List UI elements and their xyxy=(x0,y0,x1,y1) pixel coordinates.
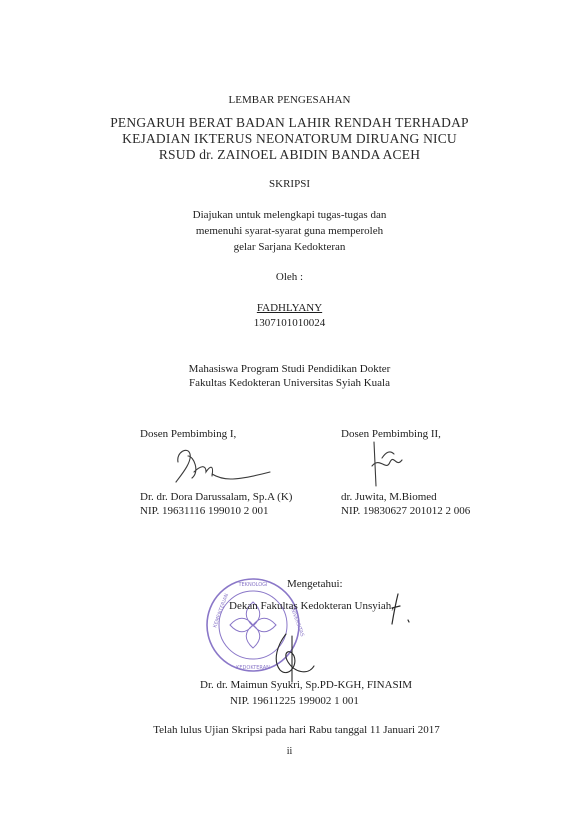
supervisor-1-signature xyxy=(170,442,280,488)
supervisor-1-role: Dosen Pembimbing I, xyxy=(140,428,237,440)
author-nim: 1307101010024 xyxy=(253,317,326,329)
supervisor-2-role: Dosen Pembimbing II, xyxy=(341,428,441,440)
supervisor-2-name: dr. Juwita, M.Biomed xyxy=(341,491,437,503)
document-type: SKRIPSI xyxy=(269,178,310,190)
approval-label: Mengetahui: xyxy=(287,578,343,590)
supervisor-1-name: Dr. dr. Dora Darussalam, Sp.A (K) xyxy=(140,491,293,503)
thesis-title-line-2: KEJADIAN IKTERUS NEONATORUM DIRUANG NICU xyxy=(122,131,457,146)
purpose-line-2: memenuhi syarat-syarat guna memperoleh xyxy=(195,225,384,237)
dean-title: Dekan Fakultas Kedokteran Unsyiah, xyxy=(229,600,394,612)
dean-signature xyxy=(258,626,328,686)
purpose-line-3: gelar Sarjana Kedokteran xyxy=(233,241,346,253)
institution-line-2: Fakultas Kedokteran Universitas Syiah Kuala xyxy=(188,377,390,389)
supervisor-2-nip: NIP. 19830627 201012 2 006 xyxy=(341,505,471,517)
author-name-text: FADHLYANY xyxy=(256,302,323,314)
svg-text:KEDOKTERAN: KEDOKTERAN xyxy=(236,665,270,671)
institution-line-1: Mahasiswa Program Studi Pendidikan Dokter xyxy=(188,363,391,375)
supervisor-2-signature xyxy=(360,438,410,490)
supervisor-1-nip: NIP. 19631116 199010 2 001 xyxy=(140,505,269,517)
page-header: LEMBAR PENGESAHAN xyxy=(228,94,351,106)
dean-nip: NIP. 19611225 199002 1 001 xyxy=(230,695,359,707)
purpose-line-1: Diajukan untuk melengkapi tugas-tugas dan xyxy=(192,209,387,221)
author-name xyxy=(0,302,579,315)
svg-text:TEKNOLOGI: TEKNOLOGI xyxy=(238,582,268,588)
svg-text:KEMENTERIAN: KEMENTERIAN xyxy=(212,592,231,629)
thesis-title-line-3: RSUD dr. ZAINOEL ABIDIN BANDA ACEH xyxy=(158,147,421,162)
svg-text:UNIVERSITAS: UNIVERSITAS xyxy=(288,604,305,638)
by-label: Oleh : xyxy=(275,271,304,283)
page-number: ii xyxy=(286,746,293,757)
thesis-title-line-1: PENGARUH BERAT BADAN LAHIR RENDAH TERHADAP xyxy=(110,115,469,130)
exam-pass-note: Telah lulus Ujian Skripsi pada hari Rabu tanggal 11 Januari 2017 xyxy=(153,724,440,736)
dean-initial-mark xyxy=(388,592,414,626)
dean-name: Dr. dr. Maimun Syukri, Sp.PD-KGH, FINASIM xyxy=(200,679,413,691)
